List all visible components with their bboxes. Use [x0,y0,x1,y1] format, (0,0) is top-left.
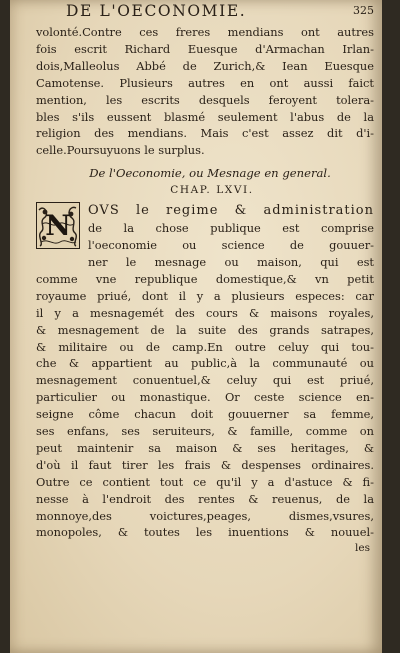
text-block [36,24,374,554]
chapter-heading: De l'Oeconomie, ou Mesnage en general. [89,166,331,181]
text-line: particulier ou monastique. Or ceste science en- [36,390,374,405]
text-line: monopoles, & toutes les inuentions & nouuel- [36,525,374,540]
text-line: mesnagement conuentuel,& celuy qui est priué, [36,373,374,388]
text-line: il y a mesnagemét des cours & maisons royales, [36,305,374,320]
chapter-number: CHAP. LXVI. [170,184,254,197]
paragraph-2 [36,271,374,542]
text-line: d'où il faut tirer les frais & despenses ordinaires. [36,457,374,472]
text-line: peut maintenir sa maison & ses heritages, & [36,440,374,455]
text-line: de la chose publique est comprise [88,221,374,236]
text-line: royaume priué, dont il y a plusieurs especes: car [36,288,374,303]
chapter-opening [36,202,374,271]
text-line: comme vne republique domestique,& vn petit [36,271,374,286]
text-line: nesse à l'endroit des rentes & reuenus, de la [36,491,374,506]
text-line: celle.Poursuyuons le surplus. [36,143,205,158]
text-line: che & appartient au public,à la communauté ou [36,356,374,371]
running-head [64,0,374,24]
text-line: ner le mesnage ou maison, qui est [88,254,374,269]
text-line [88,202,374,220]
text-line: mention, les escrits desquels feroyent tolera- [36,92,374,107]
text-line: & mesnagement de la suite des grands satrapes, [36,322,374,337]
text-line: ses enfans, ses seruiteurs, & famille, comme on [36,424,374,439]
drop-cap-letter: N [45,209,71,243]
text-line: seigne côme chacun doit gouuerner sa femme, [36,407,374,422]
text-line: & militaire ou de camp.En outre celuy qui tou- [36,339,374,354]
paragraph-1 [36,24,374,159]
book-page [10,0,382,653]
text-line: dois,Malleolus Abbé de Zurich,& Iean Euesque [36,58,374,73]
text-line: monnoye,des voictures,peages, dismes,vsures, [36,508,374,523]
ornamental-initial-icon [36,202,80,249]
running-title: DE L'OECONOMIE. [66,2,247,20]
catchword: les [355,542,370,555]
text-line: bles s'ils eussent blasmé seulement l'abus de la [36,109,374,124]
page-number: 325 [353,4,374,17]
text-line: l'oeconomie ou science de gouuer- [88,238,374,253]
text-line: fois escrit Richard Euesque d'Armachan Irlan- [36,41,374,56]
text-line: Outre ce contient tout ce qu'il y a d'astuce & fi- [36,474,374,489]
text-line: Camotense. Plusieurs autres en ont aussi faict [36,75,374,90]
opening-words: OVS le regime & administration [88,203,374,219]
text-line: volonté.Contre ces freres mendians ont autres [36,25,374,39]
text-line: religion des mendians. Mais c'est assez dit d'i- [36,126,374,141]
